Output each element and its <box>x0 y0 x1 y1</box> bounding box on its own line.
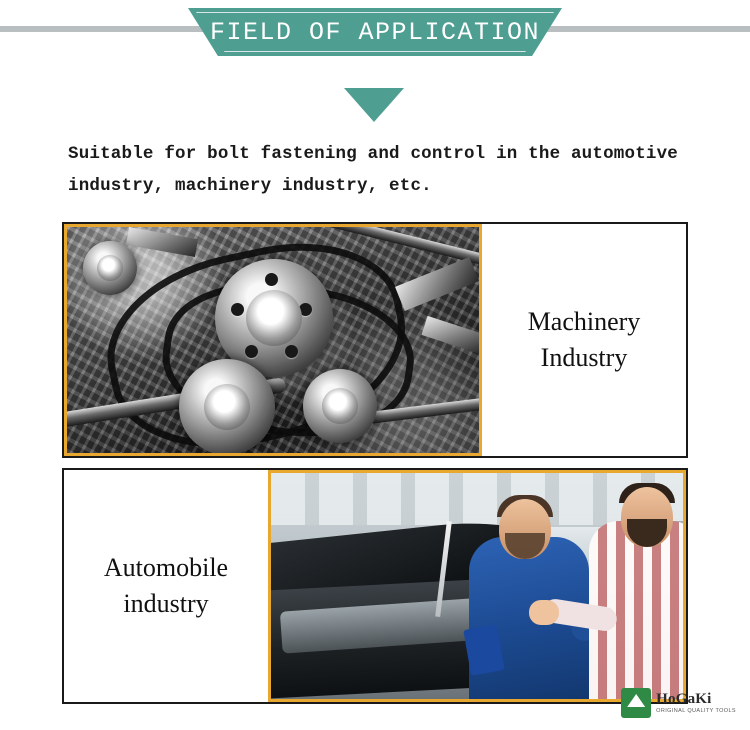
bracket-shape <box>126 227 198 257</box>
automobile-photo <box>268 470 686 702</box>
pulley-shape <box>179 359 275 455</box>
logo-mark-icon <box>621 688 651 718</box>
pulley-hole <box>231 303 244 316</box>
pulley-hole <box>245 345 258 358</box>
pulley-shape <box>303 369 377 443</box>
logo-tagline: ORIGINAL QUALITY TOOLS <box>656 707 736 714</box>
header-banner <box>0 0 750 58</box>
page-title: FIELD OF APPLICATION <box>209 17 541 47</box>
bracket-shape <box>395 257 479 311</box>
logo-brand-name: HoGaKi <box>656 690 712 707</box>
logo-text-block <box>656 692 736 715</box>
customer-hand <box>529 600 559 625</box>
garage-photo-texture <box>271 473 683 699</box>
panel-automobile <box>62 468 688 704</box>
bracket-shape <box>421 316 482 354</box>
panel-machinery <box>62 222 688 458</box>
brand-logo <box>621 688 736 718</box>
machinery-photo <box>64 224 482 456</box>
pulley-hole <box>299 303 312 316</box>
machinery-label: Machinery Industry <box>482 224 686 456</box>
down-arrow-icon <box>344 88 404 122</box>
automobile-label: Automobile industry <box>64 470 268 702</box>
engine-photo-texture <box>67 227 479 453</box>
pulley-shape <box>83 241 137 295</box>
pulley-hole <box>285 345 298 358</box>
pulley-hole <box>265 273 278 286</box>
intro-paragraph: Suitable for bolt fastening and control in the automotive industry, machinery industry, etc. <box>68 144 678 196</box>
